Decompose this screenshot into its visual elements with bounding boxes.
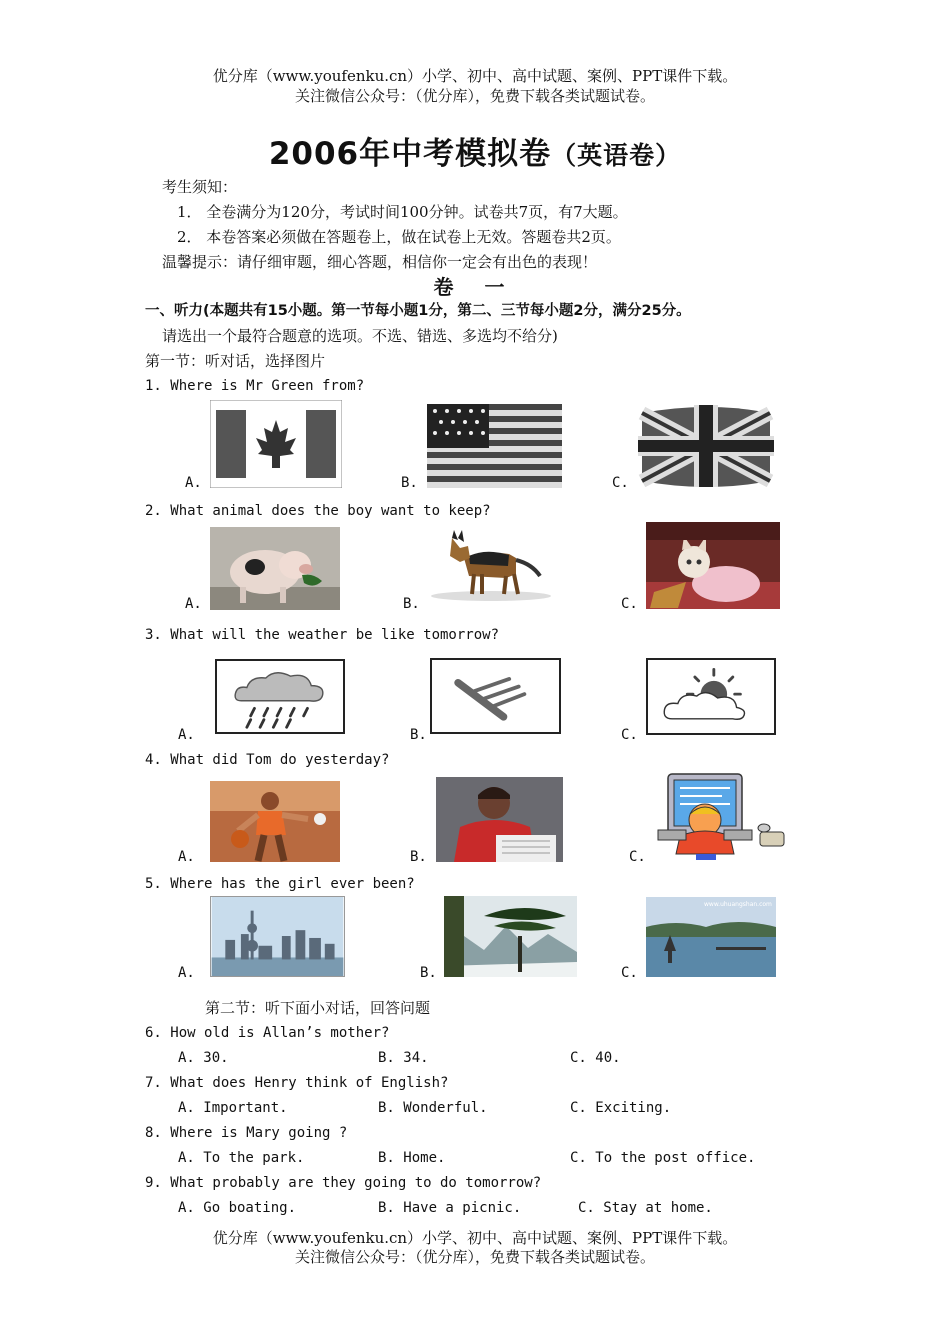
- image-watermark: www.uhuangshan.com: [704, 901, 772, 908]
- pig-icon: [210, 527, 340, 610]
- q5-option-a: A.: [178, 965, 195, 981]
- header-line-2: 关注微信公众号：（优分库），免费下载各类试题试卷。: [294, 87, 655, 105]
- question-6: 6. How old is Allan’s mother?: [145, 1025, 390, 1041]
- footer-line-2: 关注微信公众号：（优分库），免费下载各类试题试卷。: [294, 1248, 655, 1266]
- question-7: 7. What does Henry think of English?: [145, 1075, 449, 1091]
- footer-line-1: 优分库（www.youfenku.cn）小学、初中、高中试题、案例、PPT课件下载。: [212, 1229, 738, 1247]
- q5-option-b: B.: [420, 965, 437, 981]
- q6-option-c: C. 40.: [570, 1050, 621, 1066]
- computer-icon: [652, 770, 790, 862]
- question-3: 3. What will the weather be like tomorrow?: [145, 627, 500, 643]
- cat-icon: [646, 522, 780, 609]
- q4-option-c: C.: [629, 849, 646, 865]
- q4-option-b: B.: [410, 849, 427, 865]
- question-5: 5. Where has the girl ever been?: [145, 876, 415, 892]
- question-9: 9. What probably are they going to do tomorrow?: [145, 1175, 542, 1191]
- question-1: 1. Where is Mr Green from?: [145, 378, 365, 394]
- title-sub: （英语卷）: [551, 141, 682, 170]
- west-lake-icon: [646, 897, 776, 977]
- volume-heading: 卷 一: [433, 275, 517, 299]
- part-2-heading: 第二节：听下面小对话，回答问题: [205, 999, 431, 1017]
- q9-option-b: B. Have a picnic.: [378, 1200, 522, 1216]
- q9-option-c: C. Stay at home.: [578, 1200, 713, 1216]
- q7-option-b: B. Wonderful.: [378, 1100, 488, 1116]
- q8-option-a: A. To the park.: [178, 1150, 305, 1166]
- section-1-instruction: 请选出一个最符合题意的选项。不选、错选、多选均不给分): [162, 327, 558, 345]
- wind-icon: [430, 658, 561, 734]
- study-icon: [436, 777, 563, 862]
- shanghai-skyline-icon: [210, 896, 345, 977]
- q6-option-b: B. 34.: [378, 1050, 429, 1066]
- question-4: 4. What did Tom do yesterday?: [145, 752, 390, 768]
- play-basketball-icon: [210, 781, 340, 862]
- q2-option-c: C.: [621, 596, 638, 612]
- section-1-title: 一、听力(本题共有15小题。第一节每小题1分，第二、三节每小题2分，满分25分。: [145, 303, 691, 319]
- header-line-1: 优分库（www.youfenku.cn）小学、初中、高中试题、案例、PPT课件下载。: [212, 67, 738, 85]
- q3-option-c: C.: [621, 727, 638, 743]
- notice-tip: 温馨提示：请仔细审题，细心答题，相信你一定会有出色的表现！: [162, 253, 598, 271]
- question-2: 2. What animal does the boy want to keep?: [145, 503, 491, 519]
- q5-option-c: C.: [621, 965, 638, 981]
- q8-option-c: C. To the post office.: [570, 1150, 756, 1166]
- question-8: 8. Where is Mary going ?: [145, 1125, 348, 1141]
- q4-option-a: A.: [178, 849, 195, 865]
- q1-option-b: B.: [401, 475, 418, 491]
- dog-icon: [424, 528, 558, 606]
- q2-option-a: A.: [185, 596, 202, 612]
- part-1-heading: 第一节：听对话，选择图片: [145, 352, 326, 370]
- huangshan-icon: [444, 896, 577, 977]
- notice-heading: 考生须知：: [162, 178, 238, 196]
- usa-flag-icon: [427, 404, 562, 488]
- q7-option-a: A. Important.: [178, 1100, 288, 1116]
- canada-flag-icon: [210, 400, 342, 488]
- q3-option-a: A.: [178, 727, 195, 743]
- cloudy-sun-icon: [646, 658, 776, 735]
- notice-item-1: 1． 全卷满分为120分，考试时间100分钟。试卷共7页，有7大题。: [177, 203, 628, 221]
- uk-flag-icon: [638, 405, 774, 487]
- rain-icon: [215, 659, 345, 734]
- q2-option-b: B.: [403, 596, 420, 612]
- notice-item-2: 2． 本卷答案必须做在答题卷上，做在试卷上无效。答题卷共2页。: [177, 228, 621, 246]
- q1-option-c: C.: [612, 475, 629, 491]
- q1-option-a: A.: [185, 475, 202, 491]
- q9-option-a: A. Go boating.: [178, 1200, 297, 1216]
- q8-option-b: B. Home.: [378, 1150, 446, 1166]
- q3-option-b: B.: [410, 727, 427, 743]
- q7-option-c: C. Exciting.: [570, 1100, 672, 1116]
- title-main: 2006年中考模拟卷: [268, 136, 552, 172]
- page-title: [0, 128, 950, 173]
- q6-option-a: A. 30.: [178, 1050, 229, 1066]
